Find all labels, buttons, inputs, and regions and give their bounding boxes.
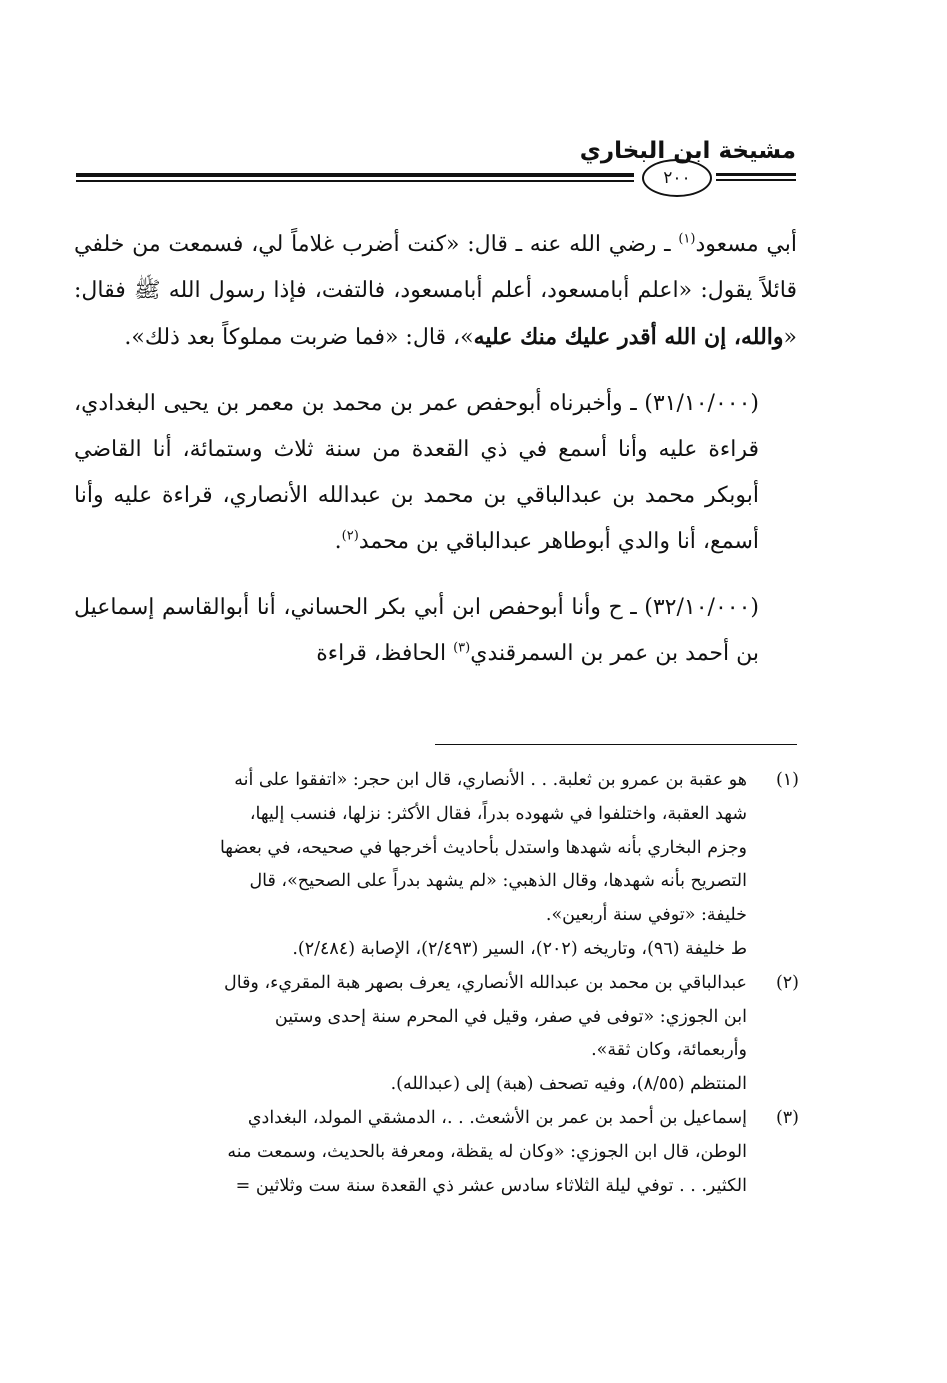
header-rule-right-thin	[716, 179, 796, 181]
footnote-1	[72, 764, 799, 967]
footnote-line: شهد العقبة، واختلفوا في شهوده بدراً، فقال الأكثر: نزلها، فنسب إليها،	[249, 803, 747, 824]
paragraph-1-bold-quote: والله، إن الله أقدر عليك منك عليه	[473, 324, 784, 350]
main-text	[74, 222, 797, 677]
paragraph-3-text-b: الحافظ، قراءة	[316, 641, 454, 666]
paragraph-1-text-c: »، قال: «فما ضربت مملوكاً بعد ذلك».	[124, 325, 474, 350]
footnote-2	[72, 967, 799, 1102]
book-title: مشيخة ابن البخاري	[579, 138, 796, 164]
footnote-line: التصريح بأنه شهدها، وقال الذهبي: «لم يشهد بدراً على الصحيح»، قال	[249, 871, 747, 892]
footnote-line: هو عقبة بن عمرو بن ثعلبة. . . الأنصاري، قال ابن حجر: «اتفقوا على أنه	[234, 770, 747, 790]
paragraph-3	[74, 585, 797, 677]
footnote-line: الوطن، قال ابن الجوزي: «وكان له يقظة، ومعرفة بالحديث، وسمعت منه	[227, 1141, 747, 1162]
footnote-3	[72, 1102, 799, 1203]
page-header	[76, 133, 796, 193]
footnote-line: خليفة: «توفي سنة أربعين».	[545, 905, 747, 926]
paragraph-2-text-b: .	[334, 529, 342, 554]
footnote-line: وأربعمائة، وكان ثقة».	[591, 1040, 747, 1061]
paragraph-3-text-a: (٣٢/١٠/٠٠٠) ـ ح وأنا أبوحفص ابن أبي بكر الحساني، أنا أبوالقاسم إسماعيل بن أحمد بن عمر بن السمرقندي	[74, 595, 759, 666]
footnote-number: (١)	[775, 770, 799, 790]
footnote-line: ابن الجوزي: «توفى في صفر، وقيل في المحرم سنة إحدى وستين	[274, 1006, 747, 1027]
footnote-source-line: ط خليفة (٩٦)، وتاريخه (٢٠٢)، السير (٢/٤٩٣)، الإصابة (٢/٤٨٤).	[292, 938, 747, 959]
header-rule-right	[716, 173, 796, 176]
footnote-line: عبدالباقي بن محمد بن عبدالله الأنصاري، يعرف بصهر هبة المقريء، وقال	[224, 972, 747, 993]
header-rule-left	[76, 173, 634, 177]
footnote-body	[72, 764, 747, 967]
footnote-line: وجزم البخاري بأنه شهدها واستدل بأحاديث أخرجها في صحيحه، في بعضها	[219, 837, 747, 858]
footnote-body	[72, 1102, 747, 1203]
footnote-ref-2: (٢)	[341, 528, 359, 544]
paragraph-2-text-a: (٣١/١٠/٠٠٠) ـ وأخبرناه أبوحفص عمر بن محمد بن معمر بن يحيى البغدادي، قراءة عليه وأنا أسمع في ذي القعدة من سنة ثلاث وستمائة، أنا القاضي أبوبكر محمد بن عبدالباقي بن محمد بن عبدالله الأنصاري، قراءة عليه وأنا أسمع، أنا والدي أبوطاهر عبدالباقي بن محمد	[74, 391, 759, 554]
paragraph-1-text-b: ـ رضي الله عنه ـ قال: «كنت أضرب غلاماً لي، فسمعت من خلفي قائلاً يقول: «اعلم أبامسعود، أعلم أبامسعود، فالتفت، فإذا رسول الله ﷺ فقال: «	[74, 232, 797, 350]
footnote-line: الكثير. . . توفي ليلة الثلاثاء سادس عشر ذي القعدة سنة ست وثلاثين =	[235, 1175, 747, 1196]
footnote-number: (٣)	[775, 1107, 799, 1128]
paragraph-1-text-a: أبي مسعود	[695, 232, 797, 257]
page-number: ٢٠٠	[642, 159, 712, 197]
paragraph-1	[74, 222, 797, 361]
paragraph-2	[74, 381, 797, 565]
footnote-source-line: المنتظم (٨/٥٥)، وفيه تصحف (هبة) إلى (عبدالله).	[390, 1074, 747, 1095]
footnote-ref-1: (١)	[678, 231, 696, 247]
footnote-ref-3: (٣)	[453, 640, 471, 656]
footnotes	[72, 764, 799, 1203]
footnote-line: إسماعيل بن أحمد بن عمر بن الأشعث. . .، الدمشقي المولد، البغدادي	[247, 1107, 747, 1128]
footnote-separator	[435, 744, 797, 745]
footnote-body	[72, 967, 747, 1102]
header-rule-left-thin	[76, 180, 634, 182]
footnote-number: (٢)	[775, 972, 799, 993]
